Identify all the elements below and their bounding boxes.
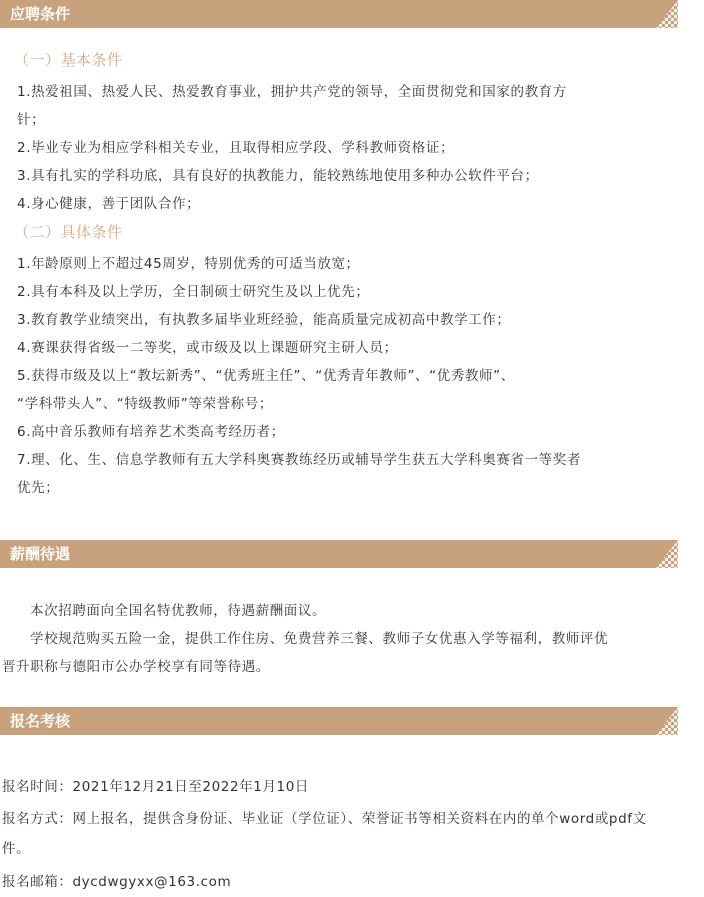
section-title: 报名考核 bbox=[10, 712, 71, 730]
section-header-requirements bbox=[0, 0, 678, 28]
text-line: 4.赛课获得省级一二等奖，或市级及以上课题研究主研人员； bbox=[17, 340, 398, 356]
section-header-registration bbox=[0, 707, 678, 735]
text-line: 2.毕业专业为相应学科相关专业，且取得相应学段、学科教师资格证； bbox=[17, 140, 455, 156]
subsection-heading: （一）基本条件 bbox=[14, 51, 123, 69]
text-line: 晋升职称与德阳市公办学校享有同等待遇。 bbox=[2, 659, 270, 675]
section-header-compensation bbox=[0, 540, 678, 568]
text-line: 7.理、化、生、信息学教师有五大学科奥赛教练经历或辅导学生获五大学科奥赛省一等奖者 bbox=[17, 452, 581, 468]
registration-time: 报名时间：2021年12月21日至2022年1月10日 bbox=[2, 779, 310, 795]
section-title: 应聘条件 bbox=[10, 5, 71, 23]
corner-pattern-decoration bbox=[656, 0, 678, 28]
text-line: “学科带头人”、“特级教师”等荣誉称号； bbox=[17, 396, 273, 412]
text-line: 3.教育教学业绩突出，有执教多届毕业班经验，能高质量完成初高中教学工作； bbox=[17, 312, 511, 328]
text-line: 1.年龄原则上不超过45周岁，特别优秀的可适当放宽； bbox=[17, 256, 360, 272]
text-line: 4.身心健康，善于团队合作； bbox=[17, 196, 201, 212]
corner-pattern-decoration bbox=[656, 540, 678, 568]
text-line: 6.高中音乐教师有培养艺术类高考经历者； bbox=[17, 424, 285, 440]
text-line: 学校规范购买五险一金，提供工作住房、免费营养三餐、教师子女优惠入学等福利，教师评优 bbox=[30, 631, 609, 647]
registration-method-continued: 件。 bbox=[2, 841, 31, 857]
registration-method: 报名方式：网上报名，提供含身份证、毕业证（学位证）、荣誉证书等相关资料在内的单个word或pdf文 bbox=[2, 811, 647, 827]
text-line: 优先； bbox=[17, 480, 60, 496]
section-title: 薪酬待遇 bbox=[10, 545, 71, 563]
subsection-heading: （二）具体条件 bbox=[14, 223, 123, 241]
text-line: 针； bbox=[17, 112, 46, 128]
text-line: 2.具有本科及以上学历，全日制硕士研究生及以上优先； bbox=[17, 284, 370, 300]
text-line: 3.具有扎实的学科功底，具有良好的执教能力，能较熟练地使用多种办公软件平台； bbox=[17, 168, 539, 184]
text-line: 1.热爱祖国、热爱人民、热爱教育事业，拥护共产党的领导，全面贯彻党和国家的教育方 bbox=[17, 84, 567, 100]
corner-pattern-decoration bbox=[656, 707, 678, 735]
text-line: 5.获得市级及以上“教坛新秀”、“优秀班主任”、“优秀青年教师”、“优秀教师”、 bbox=[17, 368, 515, 384]
text-line: 本次招聘面向全国名特优教师，待遇薪酬面议。 bbox=[30, 603, 327, 619]
registration-email: 报名邮箱：dycdwgyxx@163.com bbox=[2, 874, 232, 890]
